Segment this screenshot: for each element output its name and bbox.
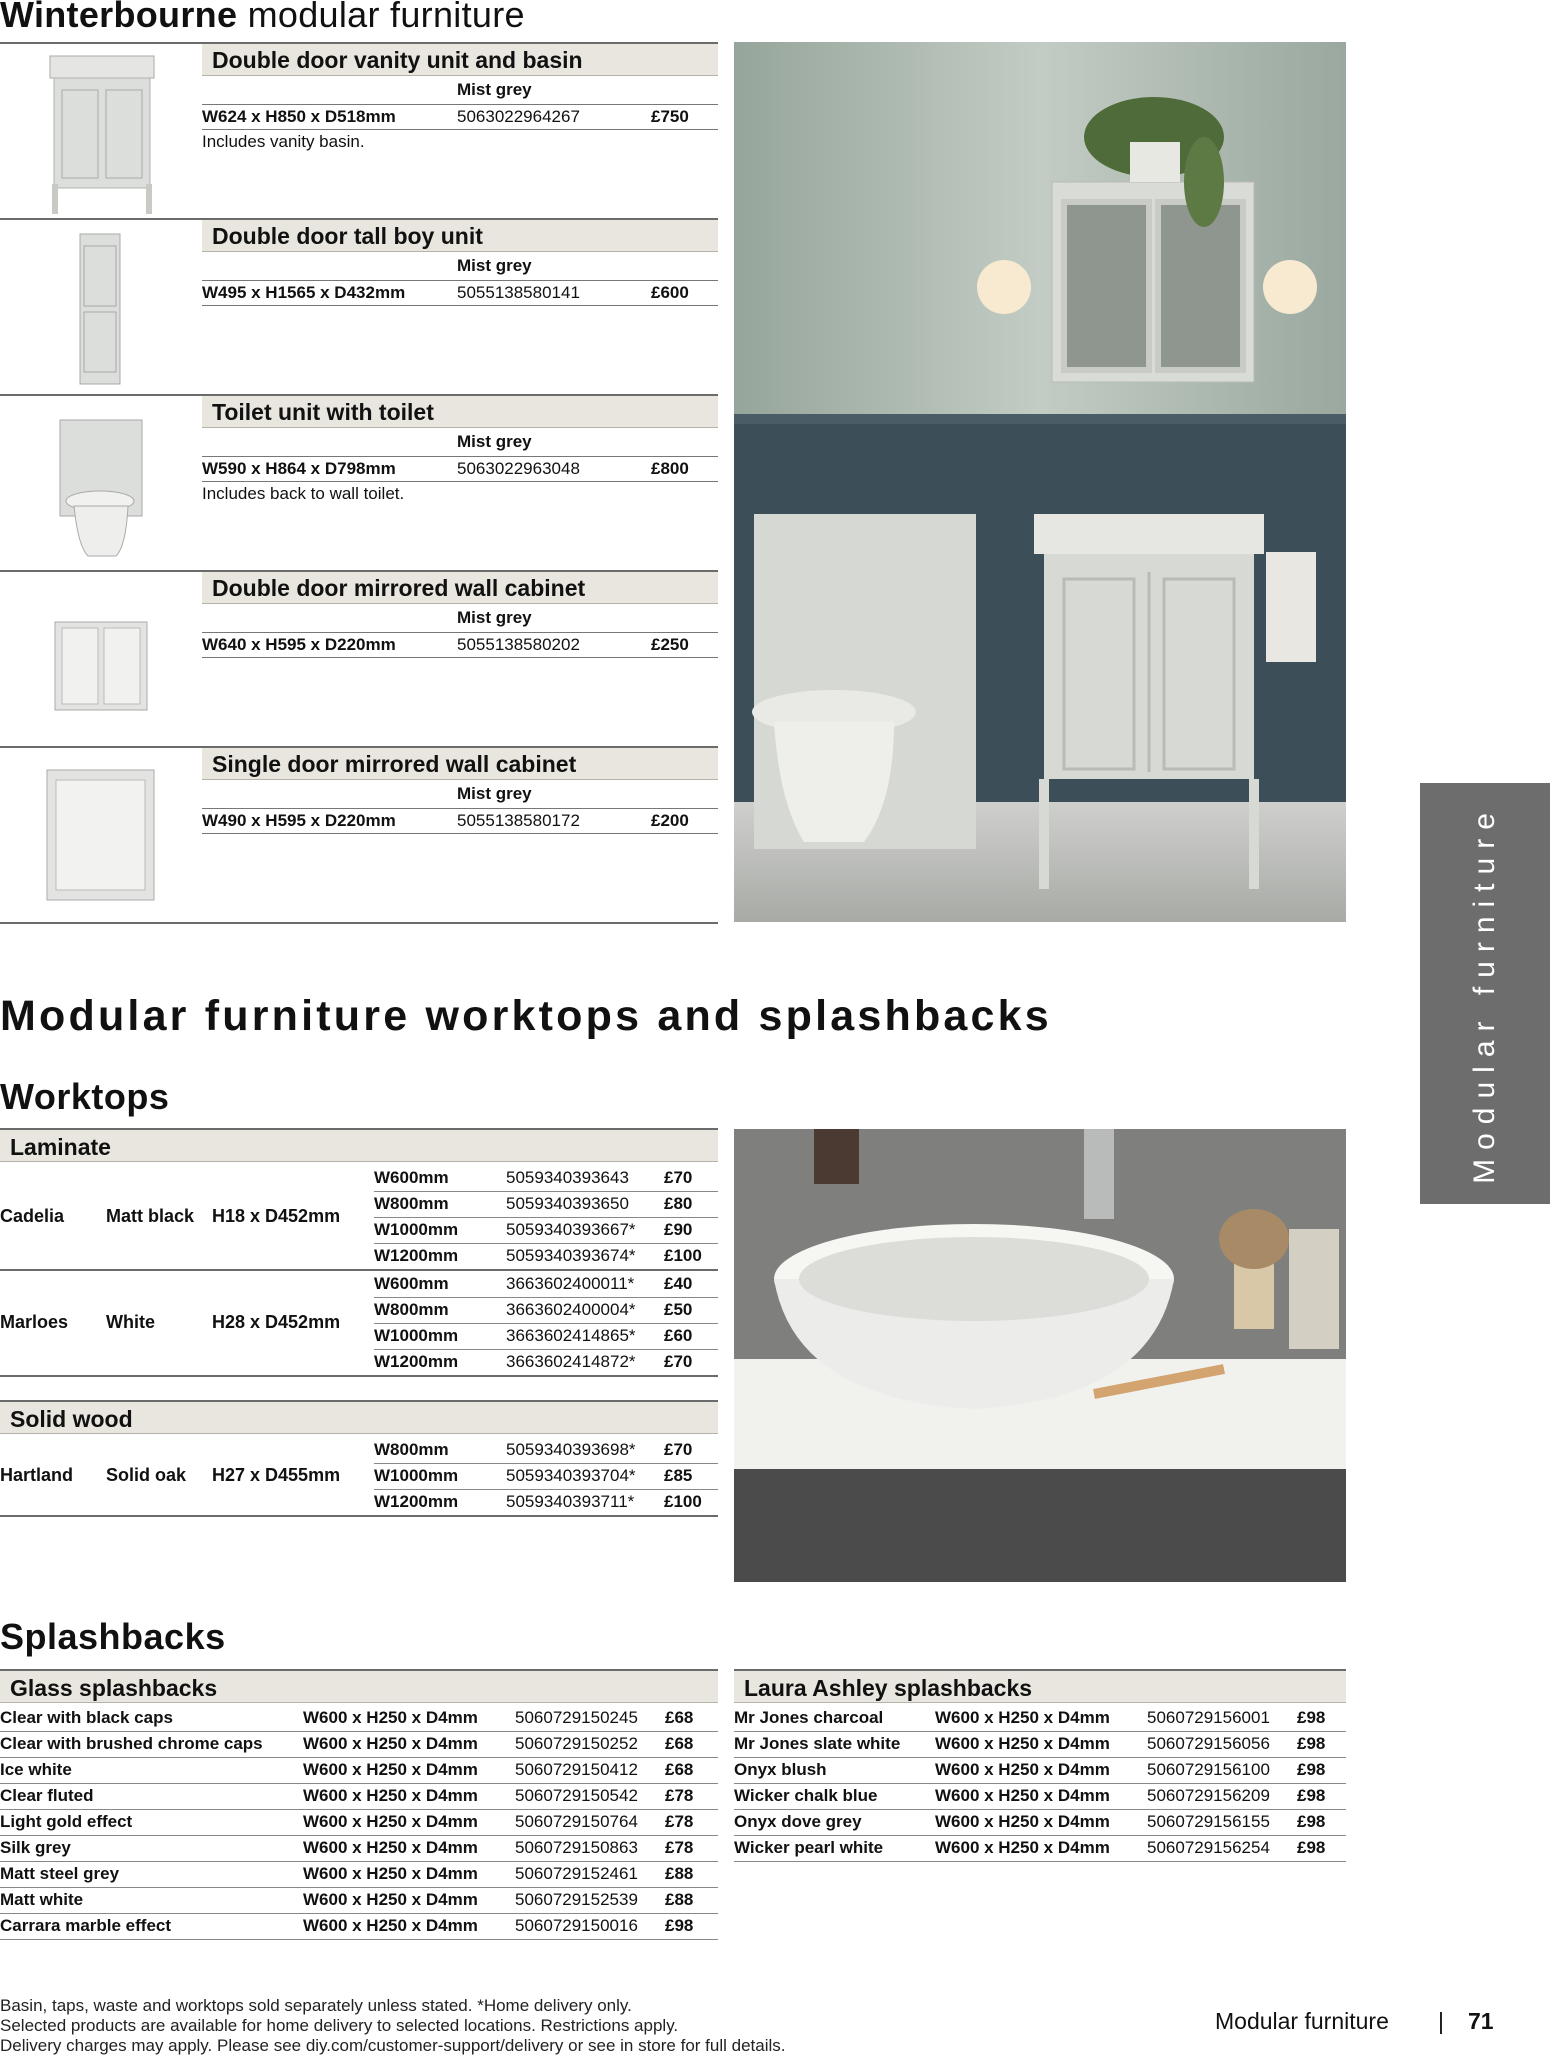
splashback-price: £98 [1297,1760,1326,1779]
splashback-name: Ice white [0,1760,72,1779]
product-block [0,42,718,220]
splashback-row [0,1731,718,1758]
splashback-row [734,1731,1346,1758]
worktop-price: £70 [664,1168,693,1187]
worktop-group [0,1271,718,1377]
splashback-name: Mr Jones slate white [734,1734,901,1753]
product-price: £600 [651,283,689,302]
splashback-code: 5060729152461 [515,1864,638,1883]
splashback-price: £98 [1297,1734,1326,1753]
worktop-price: £90 [664,1220,693,1239]
splashback-row [0,1757,718,1784]
splashback-code: 5060729156254 [1147,1838,1270,1857]
splashback-price: £68 [665,1760,694,1779]
splashback-price: £78 [665,1786,694,1805]
splashback-code: 5060729156001 [1147,1708,1270,1727]
splashback-code: 5060729150863 [515,1838,638,1857]
product-name: Double door vanity unit and basin [202,44,718,76]
product-block [0,218,718,396]
splashback-name: Matt steel grey [0,1864,120,1883]
product-block [0,746,718,924]
worktop-price: £100 [664,1246,702,1265]
splashback-dimensions: W600 x H250 x D4mm [303,1786,478,1805]
worktop-code: 5059340393667* [506,1220,636,1239]
splashback-row [0,1783,718,1810]
splashback-code: 5060729150542 [515,1786,638,1805]
single-mirror-cabinet-icon [0,748,195,922]
product-name: Toilet unit with toilet [202,396,718,428]
splashback-code: 5060729150016 [515,1916,638,1935]
worktop-row [374,1217,718,1244]
section-title: Modular furniture worktops and splashbacks [0,992,1052,1040]
laminate-header: Laminate [0,1128,718,1162]
product-name: Double door tall boy unit [202,220,718,252]
worktop-price: £40 [664,1274,693,1293]
product-name: Double door mirrored wall cabinet [202,572,718,604]
worktop-group [0,1165,718,1271]
footnote: Basin, taps, waste and worktops sold separately unless stated. *Home delivery only. Selected products are available for home delivery to selected locations. Restrictions apply. Delivery charges may apply. Please see diy.com/customer-support/delivery or see in store for full details. [0,1996,786,2055]
worktop-group [0,1437,718,1517]
splashback-name: Silk grey [0,1838,71,1857]
splashback-price: £98 [665,1916,694,1935]
product-price: £250 [651,635,689,654]
splashback-code: 5060729156100 [1147,1760,1270,1779]
splashback-row [0,1835,718,1862]
footer-section-name: Modular furniture [1215,2008,1389,2034]
splashback-name: Clear with brushed chrome caps [0,1734,263,1753]
splashbacks-title: Splashbacks [0,1616,226,1657]
splashback-price: £78 [665,1812,694,1831]
splashback-price: £98 [1297,1708,1326,1727]
splashback-name: Wicker pearl white [734,1838,884,1857]
worktop-price: £80 [664,1194,693,1213]
worktop-row [374,1243,718,1269]
product-block [0,570,718,748]
worktop-code: 5059340393650 [506,1194,629,1213]
splashback-row [0,1913,718,1940]
splashback-dimensions: W600 x H250 x D4mm [935,1708,1110,1727]
worktop-code: 3663602414865* [506,1326,636,1345]
worktop-width: W600mm [374,1274,449,1293]
splashback-dimensions: W600 x H250 x D4mm [303,1734,478,1753]
splashback-price: £78 [665,1838,694,1857]
solid-wood-header: Solid wood [0,1400,718,1434]
splashback-code: 5060729156209 [1147,1786,1270,1805]
splashback-code: 5060729150412 [515,1760,638,1779]
worktop-width: W1000mm [374,1326,459,1345]
worktop-row [374,1463,718,1490]
splashback-code: 5060729150252 [515,1734,638,1753]
vanity-unit-icon [0,44,195,218]
worktop-dimensions: H27 x D455mm [212,1465,341,1485]
splashback-name: Light gold effect [0,1812,133,1831]
product-row [202,808,718,834]
section-side-tab: Modular furniture [1420,783,1550,1204]
splashback-dimensions: W600 x H250 x D4mm [935,1786,1110,1805]
worktop-finish: Solid oak [106,1465,187,1485]
double-mirror-cabinet-icon [0,572,195,746]
product-note: Includes back to wall toilet. [202,484,405,503]
splashback-name: Onyx blush [734,1760,827,1779]
product-finish: Mist grey [457,784,532,803]
worktop-finish: Matt black [106,1206,195,1226]
worktop-width: W800mm [374,1194,449,1213]
splashback-dimensions: W600 x H250 x D4mm [303,1890,478,1909]
product-list-end-rule [0,922,718,924]
worktop-name: Cadelia [0,1206,65,1226]
product-finish: Mist grey [457,256,532,275]
glass-splashbacks-header: Glass splashbacks [0,1669,718,1703]
splashback-row [0,1861,718,1888]
worktop-dimensions: H18 x D452mm [212,1206,341,1226]
product-code: 5055138580202 [457,635,580,654]
worktop-code: 5059340393711* [506,1492,635,1511]
worktop-price: £85 [664,1466,693,1485]
product-dimensions: W640 x H595 x D220mm [202,635,396,654]
splashback-row [0,1887,718,1914]
splashback-row [734,1757,1346,1784]
footer-separator: | [1438,2008,1444,2034]
product-dimensions: W590 x H864 x D798mm [202,459,396,478]
worktop-width: W800mm [374,1440,449,1459]
splashback-dimensions: W600 x H250 x D4mm [303,1838,478,1857]
product-row [202,104,718,130]
worktops-title: Worktops [0,1076,170,1117]
product-row [202,632,718,658]
worktop-dimensions: H28 x D452mm [212,1312,341,1332]
splashback-row [734,1705,1346,1732]
worktop-width: W800mm [374,1300,449,1319]
product-row [202,456,718,482]
worktop-width: W1000mm [374,1466,459,1485]
product-code: 5055138580141 [457,283,580,302]
splashback-name: Wicker chalk blue [734,1786,878,1805]
splashback-row [734,1809,1346,1836]
product-code: 5063022964267 [457,107,580,126]
worktop-code: 3663602400011* [506,1274,635,1293]
product-dimensions: W490 x H595 x D220mm [202,811,396,830]
product-name: Single door mirrored wall cabinet [202,748,718,780]
worktop-price: £60 [664,1326,693,1345]
product-finish: Mist grey [457,80,532,99]
splashback-row [734,1783,1346,1810]
splashback-price: £88 [665,1890,694,1909]
splashback-row [0,1705,718,1732]
splashback-dimensions: W600 x H250 x D4mm [935,1734,1110,1753]
splashback-name: Carrara marble effect [0,1916,172,1935]
splashback-code: 5060729150245 [515,1708,638,1727]
product-dimensions: W624 x H850 x D518mm [202,107,396,126]
splashback-dimensions: W600 x H250 x D4mm [303,1760,478,1779]
splashback-name: Onyx dove grey [734,1812,862,1831]
splashback-name: Clear fluted [0,1786,94,1805]
worktop-row [374,1191,718,1218]
splashback-dimensions: W600 x H250 x D4mm [935,1760,1110,1779]
worktop-row [374,1437,718,1464]
worktop-row [374,1271,718,1298]
splashback-dimensions: W600 x H250 x D4mm [303,1864,478,1883]
splashback-price: £98 [1297,1812,1326,1831]
product-row [202,280,718,306]
toilet-unit-icon [0,396,195,570]
splashback-price: £68 [665,1708,694,1727]
splashback-dimensions: W600 x H250 x D4mm [935,1812,1110,1831]
splashback-code: 5060729150764 [515,1812,638,1831]
worktop-row [374,1297,718,1324]
worktop-price: £70 [664,1440,693,1459]
product-code: 5063022963048 [457,459,580,478]
worktop-code: 3663602414872* [506,1352,636,1371]
worktop-row [374,1165,718,1192]
worktop-width: W600mm [374,1168,449,1187]
worktop-name: Marloes [0,1312,69,1332]
worktop-code: 5059340393704* [506,1466,636,1485]
laura-ashley-header: Laura Ashley splashbacks [734,1669,1346,1703]
worktop-price: £50 [664,1300,693,1319]
worktop-code: 3663602400004* [506,1300,636,1319]
product-dimensions: W495 x H1565 x D432mm [202,283,406,302]
worktop-width: W1200mm [374,1492,459,1511]
splashback-dimensions: W600 x H250 x D4mm [303,1812,478,1831]
worktop-width: W1200mm [374,1246,459,1265]
basin-photo [734,1129,1346,1582]
splashback-price: £98 [1297,1786,1326,1805]
worktop-code: 5059340393698* [506,1440,636,1459]
splashback-dimensions: W600 x H250 x D4mm [935,1838,1110,1857]
splashback-price: £98 [1297,1838,1326,1857]
worktop-row [374,1349,718,1375]
product-code: 5055138580172 [457,811,580,830]
product-price: £800 [651,459,689,478]
splashback-code: 5060729152539 [515,1890,638,1909]
brand-title: Winterbourne modular furniture [0,0,525,35]
splashback-price: £88 [665,1864,694,1883]
splashback-name: Clear with black caps [0,1708,173,1727]
worktop-finish: White [106,1312,155,1332]
splashback-row [0,1809,718,1836]
splashback-price: £68 [665,1734,694,1753]
product-finish: Mist grey [457,432,532,451]
worktop-row [374,1323,718,1350]
worktop-width: W1200mm [374,1352,459,1371]
splashback-dimensions: W600 x H250 x D4mm [303,1708,478,1727]
splashback-name: Mr Jones charcoal [734,1708,884,1727]
splashback-code: 5060729156155 [1147,1812,1270,1831]
product-price: £200 [651,811,689,830]
worktop-price: £70 [664,1352,693,1371]
page-number: 71 [1468,2008,1494,2034]
splashback-code: 5060729156056 [1147,1734,1270,1753]
splashback-dimensions: W600 x H250 x D4mm [303,1916,478,1935]
product-block [0,394,718,572]
product-price: £750 [651,107,689,126]
worktop-price: £100 [664,1492,702,1511]
splashback-row [734,1835,1346,1862]
product-finish: Mist grey [457,608,532,627]
worktop-name: Hartland [0,1465,74,1485]
tall-boy-icon [0,220,195,394]
worktop-row [374,1489,718,1515]
worktop-width: W1000mm [374,1220,459,1239]
worktop-code: 5059340393674* [506,1246,636,1265]
splashback-name: Matt white [0,1890,84,1909]
worktop-code: 5059340393643 [506,1168,629,1187]
bathroom-photo [734,42,1346,922]
product-note: Includes vanity basin. [202,132,365,151]
